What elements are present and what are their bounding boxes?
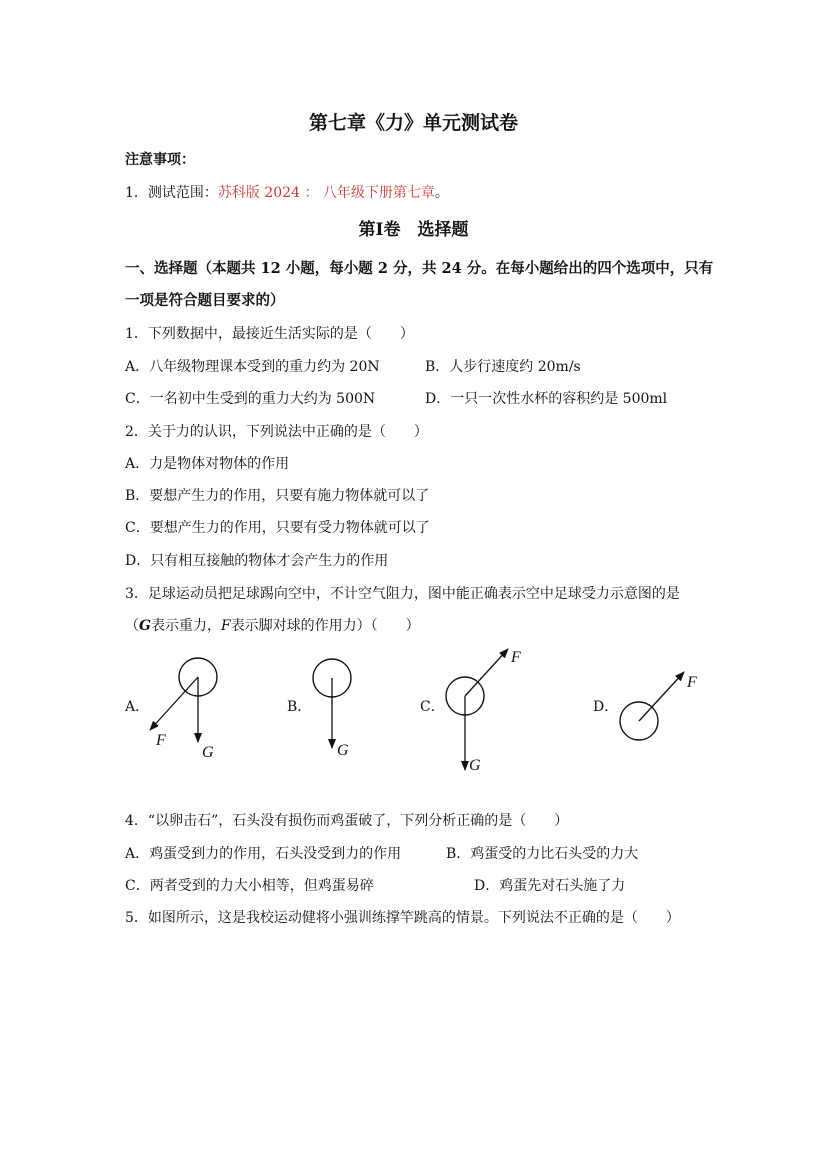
q4-option-d: D．鸡蛋先对石头施了力 — [474, 878, 626, 894]
q3-stem-end: 表示脚对球的作用力）（ ） — [230, 618, 420, 634]
label-g-b: G — [337, 742, 349, 759]
diagram-c — [446, 649, 508, 770]
q2-option-c: C．要想产生力的作用，只要有受力物体就可以了 — [125, 520, 430, 536]
label-f-c: F — [511, 649, 521, 666]
q4-option-b: B．鸡蛋受的力比石头受的力大 — [446, 846, 639, 862]
part1-instructions-line1: 一、选择题（本题共 12 小题，每小题 2 分，共 24 分。在每小题给出的四个选项中，只有 — [125, 260, 714, 277]
part1-instructions-line2: 一项是符合题目要求的） — [125, 292, 285, 309]
f-symbol: F — [220, 618, 231, 634]
q2-stem: 2．关于力的认识，下列说法中正确的是（ ） — [125, 424, 428, 440]
notes-item-1-prefix: 1．测试范围： — [125, 185, 218, 201]
diagram-d — [620, 672, 684, 740]
q4-option-c: C．两者受到的力大小相等，但鸡蛋易碎 — [125, 878, 374, 894]
q5-stem: 5．如图所示，这是我校运动健将小强训练撑竿跳高的情景。下列说法不正确的是（ ） — [125, 910, 680, 926]
q4-option-a: A．鸡蛋受到力的作用，石头没受到力的作用 — [125, 846, 402, 862]
q1-option-d: D．一只一次性水杯的容积约是 500ml — [425, 391, 668, 407]
q2-option-b: B．要想产生力的作用，只要有施力物体就可以了 — [125, 488, 430, 504]
label-f-d: F — [687, 674, 697, 691]
label-g-a: G — [202, 744, 214, 761]
q4-stem: 4．“以卵击石”，石头没有损伤而鸡蛋破了，下列分析正确的是（ ） — [125, 813, 569, 829]
q3-label-b: B． — [287, 699, 312, 715]
q1-option-c: C．一名初中生受到的重力大约为 500N — [125, 391, 376, 407]
q2-option-a: A．力是物体对物体的作用 — [125, 456, 290, 472]
arrow-f-c — [465, 649, 508, 696]
g-symbol: G — [139, 618, 151, 634]
q3-label-d: D． — [593, 699, 619, 715]
diagram-a — [150, 658, 217, 742]
notes-heading: 注意事项： — [125, 152, 195, 168]
q1-option-b: B．人步行速度约 20m/s — [425, 359, 581, 375]
q1-option-a: A．八年级物理课本受到的重力约为 20N — [125, 359, 380, 375]
diagram-b — [313, 659, 351, 748]
notes-item-1-suffix: 。 — [434, 185, 449, 201]
arrow-f-d — [639, 672, 684, 721]
q3-stem-mid: 表示重力， — [150, 618, 221, 634]
page-title: 第七章《力》单元测试卷 — [308, 112, 518, 134]
q3-stem-line1: 3．足球运动员把足球踢向空中，不计空气阻力，图中能正确表示空中足球受力示意图的是 — [125, 586, 680, 602]
q2-option-d: D．只有相互接触的物体才会产生力的作用 — [125, 553, 389, 569]
test-scope: 苏科版 2024 ： 八年级下册第七章 — [217, 185, 435, 201]
q1-stem: 1．下列数据中，最接近生活实际的是（ ） — [125, 326, 414, 342]
q3-paren-open: （ — [125, 618, 139, 634]
q3-label-a: A． — [125, 699, 150, 715]
label-g-c: G — [469, 757, 481, 774]
q3-label-c: C． — [420, 699, 445, 715]
section-title: 第Ⅰ卷 选择题 — [358, 220, 469, 240]
label-f-a: F — [156, 732, 166, 749]
arrow-f-a — [150, 677, 198, 730]
